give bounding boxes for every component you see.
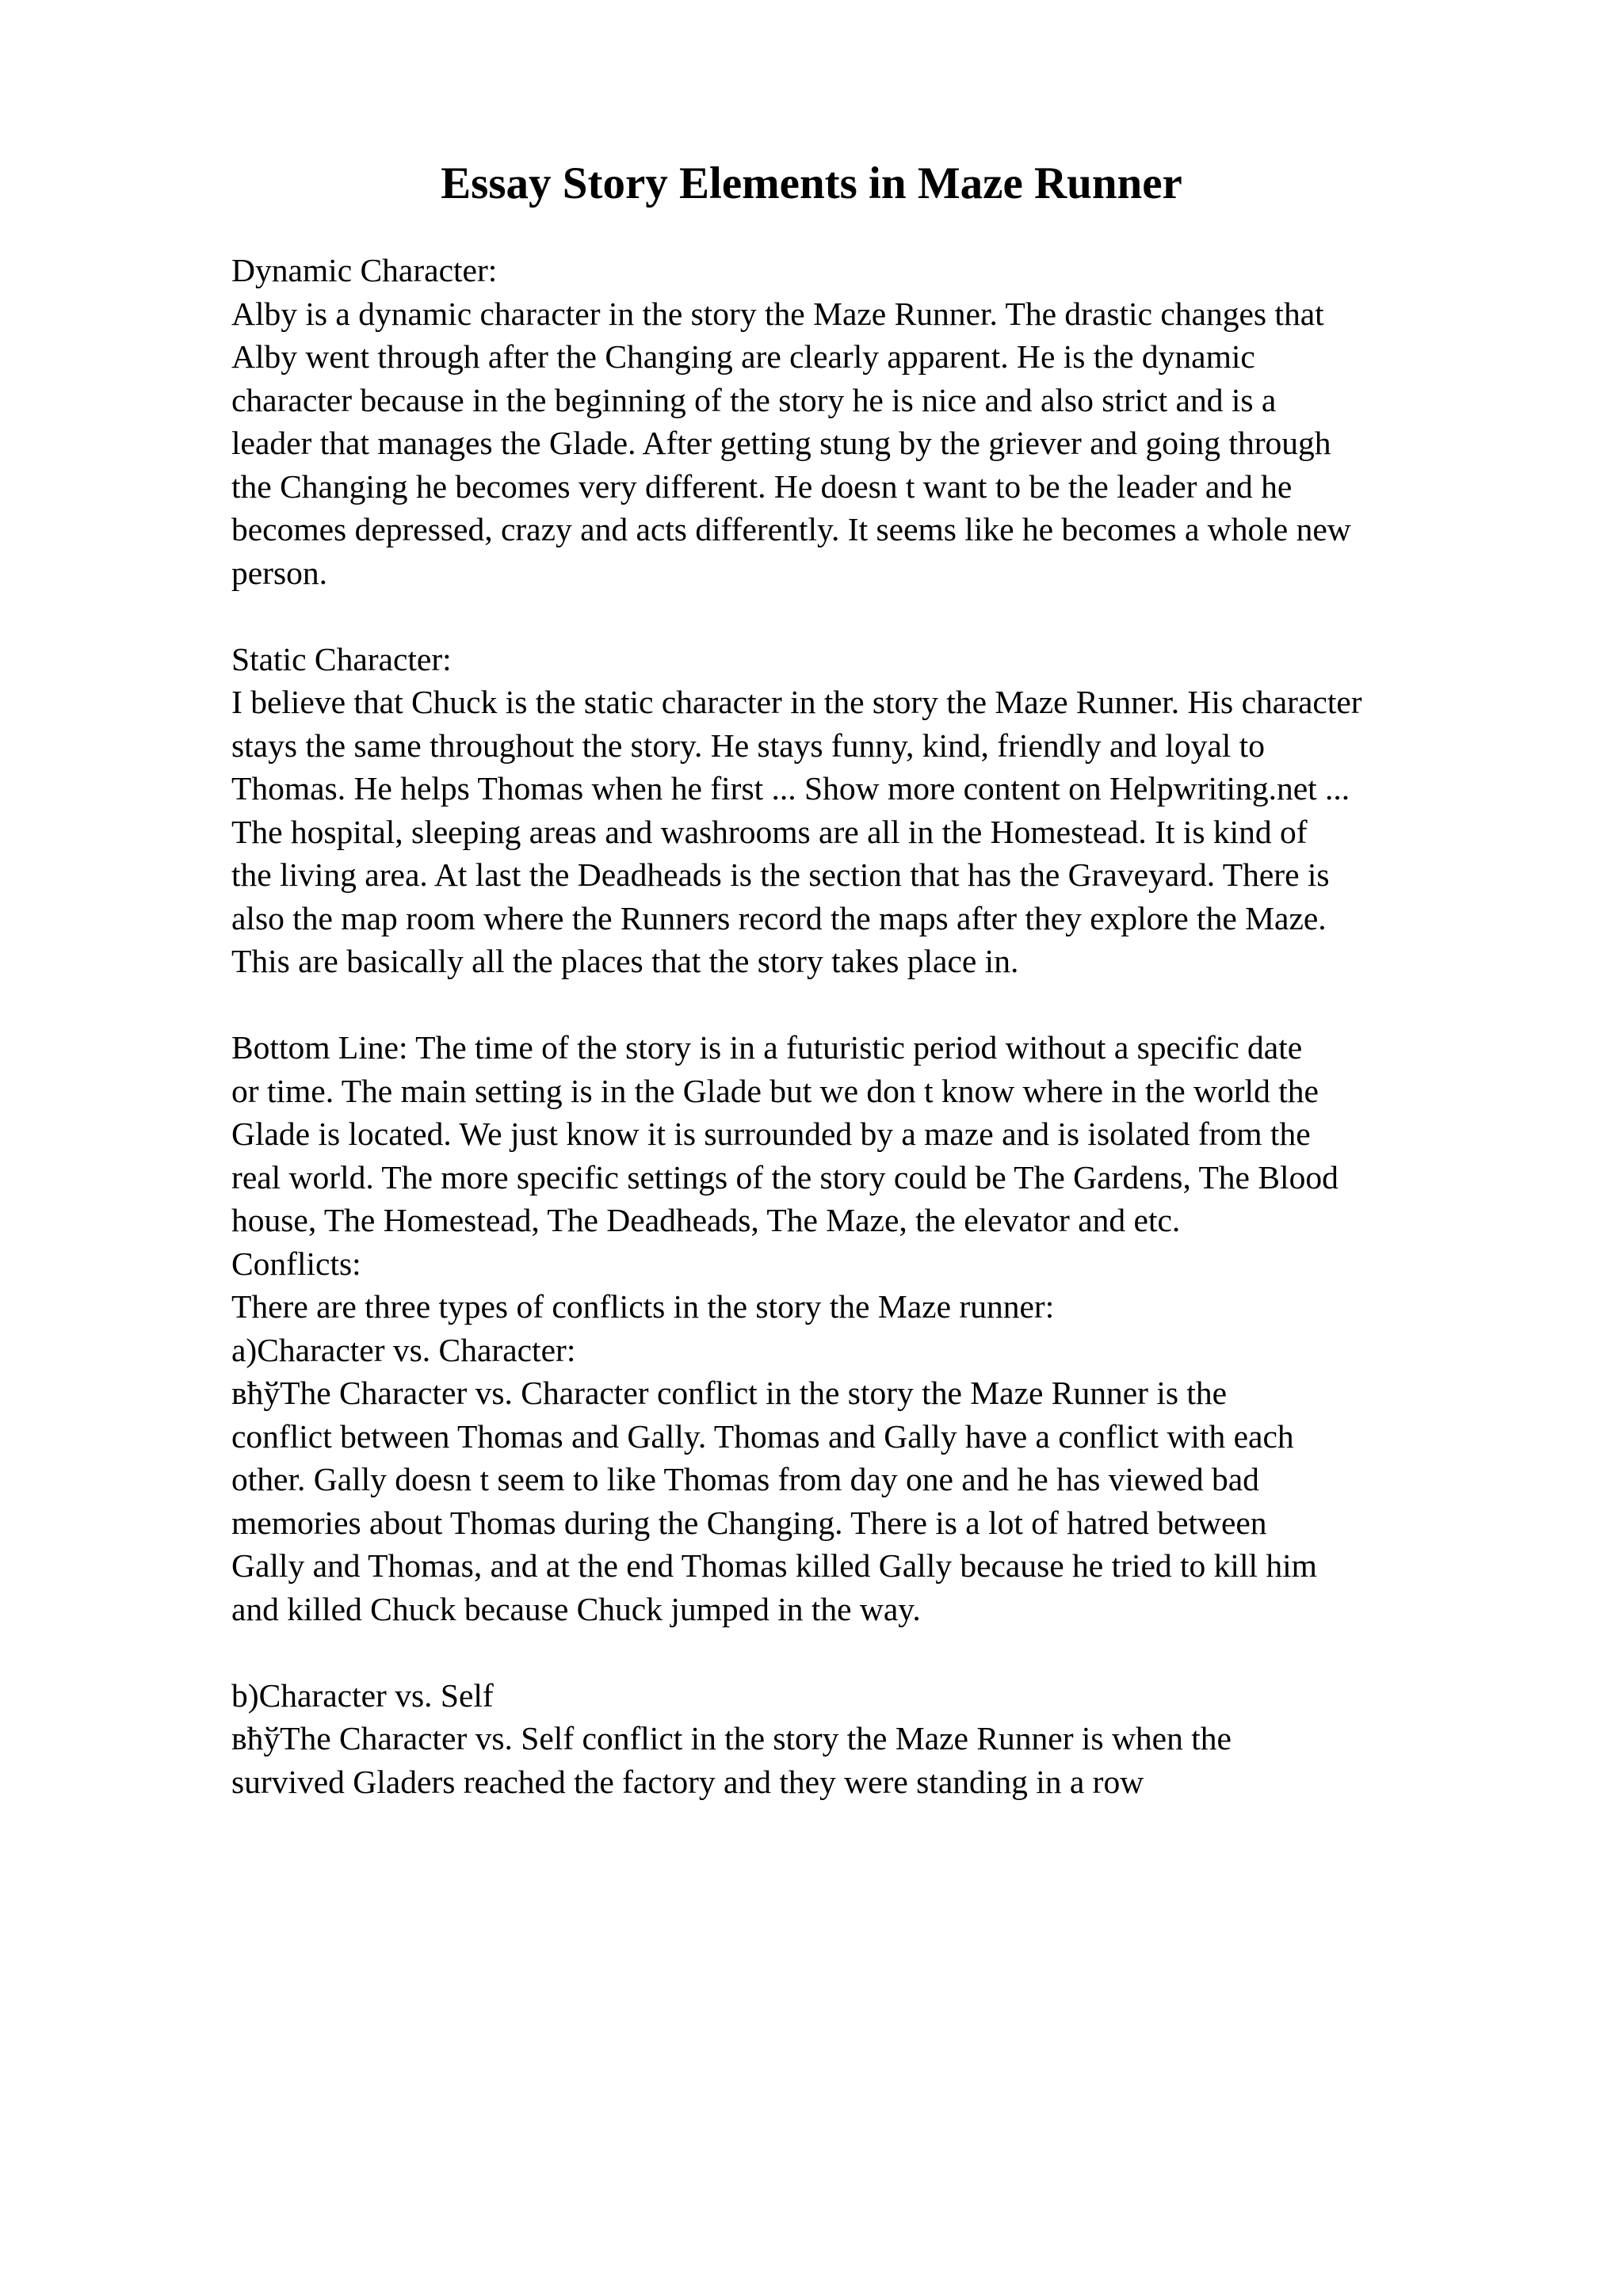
text-line: also the map room where the Runners record the maps after they explore the Maze. xyxy=(231,899,1327,936)
text-line: or time. The main setting is in the Glade but we don t know where in the world the xyxy=(231,1072,1319,1109)
paragraph-bottom-line-conflicts xyxy=(231,1026,1579,1630)
text-line: character because in the beginning of the story he is nice and also strict and is a xyxy=(231,381,1277,418)
paragraph-dynamic-character xyxy=(231,249,1579,594)
paragraph-static-character xyxy=(231,638,1579,983)
subheading-character-vs-self: b)Character vs. Self xyxy=(231,1676,494,1714)
text-line: Bottom Line: The time of the story is in a futuristic period without a specific date xyxy=(231,1029,1303,1066)
paragraph-spacer xyxy=(231,1630,1579,1674)
subheading-character-vs-character: a)Character vs. Character: xyxy=(231,1331,576,1368)
text-line: stays the same throughout the story. He stays funny, kind, friendly and loyal to xyxy=(231,727,1265,764)
text-line: There are three types of conflicts in the story the Maze runner: xyxy=(231,1288,1055,1325)
text-line: real world. The more specific settings of the story could be The Gardens, The Blood xyxy=(231,1158,1338,1196)
text-line: Alby is a dynamic character in the story the Maze Runner. The drastic changes that xyxy=(231,295,1324,332)
text-line: survived Gladers reached the factory and they were standing in a row xyxy=(231,1763,1144,1800)
text-line: the living area. At last the Deadheads is the section that has the Graveyard. There is xyxy=(231,856,1330,893)
text-line: Gally and Thomas, and at the end Thomas killed Gally because he tried to kill him xyxy=(231,1547,1317,1584)
text-line: Thomas. He helps Thomas when he first ... Show more content on Helpwriting.net ... xyxy=(231,770,1350,807)
text-line: person. xyxy=(231,554,328,591)
text-line: the Changing he becomes very different. He doesn t want to be the leader and he xyxy=(231,467,1293,505)
text-line: memories about Thomas during the Changing. There is a lot of hatred between xyxy=(231,1504,1267,1541)
paragraph-spacer xyxy=(231,983,1579,1027)
text-line: Glade is located. We just know it is surrounded by a maze and is isolated from the xyxy=(231,1116,1311,1152)
text-line: house, The Homestead, The Deadheads, The Maze, the elevator and etc. xyxy=(231,1202,1181,1238)
text-line: This are basically all the places that the story takes place in. xyxy=(231,943,1019,979)
text-line: other. Gally doesn t seem to like Thomas from day one and he has viewed bad xyxy=(231,1461,1259,1497)
text-line: вћўThe Character vs. Character conflict in the story the Maze Runner is the xyxy=(231,1375,1228,1411)
section-heading-conflicts: Conflicts: xyxy=(231,1245,361,1282)
paragraph-character-vs-self xyxy=(231,1674,1579,1804)
text-line: becomes depressed, crazy and acts differently. It seems like he becomes a whole new xyxy=(231,511,1351,547)
section-heading-static-character: Static Character: xyxy=(231,640,452,677)
text-line: and killed Chuck because Chuck jumped in the way. xyxy=(231,1590,921,1627)
text-line: leader that manages the Glade. After getting stung by the griever and going through xyxy=(231,425,1331,461)
text-line: I believe that Chuck is the static character in the story the Maze Runner. His character xyxy=(231,684,1362,720)
document-body xyxy=(231,249,1579,1803)
text-line: вћўThe Character vs. Self conflict in the story the Maze Runner is when the xyxy=(231,1720,1232,1756)
text-line: The hospital, sleeping areas and washrooms are all in the Homestead. It is kind of xyxy=(231,813,1308,850)
paragraph-spacer xyxy=(231,594,1579,638)
document-title: Essay Story Elements in Maze Runner xyxy=(441,158,1182,208)
text-line: conflict between Thomas and Gally. Thomas and Gally have a conflict with each xyxy=(231,1417,1294,1455)
section-heading-dynamic-character: Dynamic Character: xyxy=(231,252,498,288)
text-line: Alby went through after the Changing are clearly apparent. He is the dynamic xyxy=(231,338,1255,375)
